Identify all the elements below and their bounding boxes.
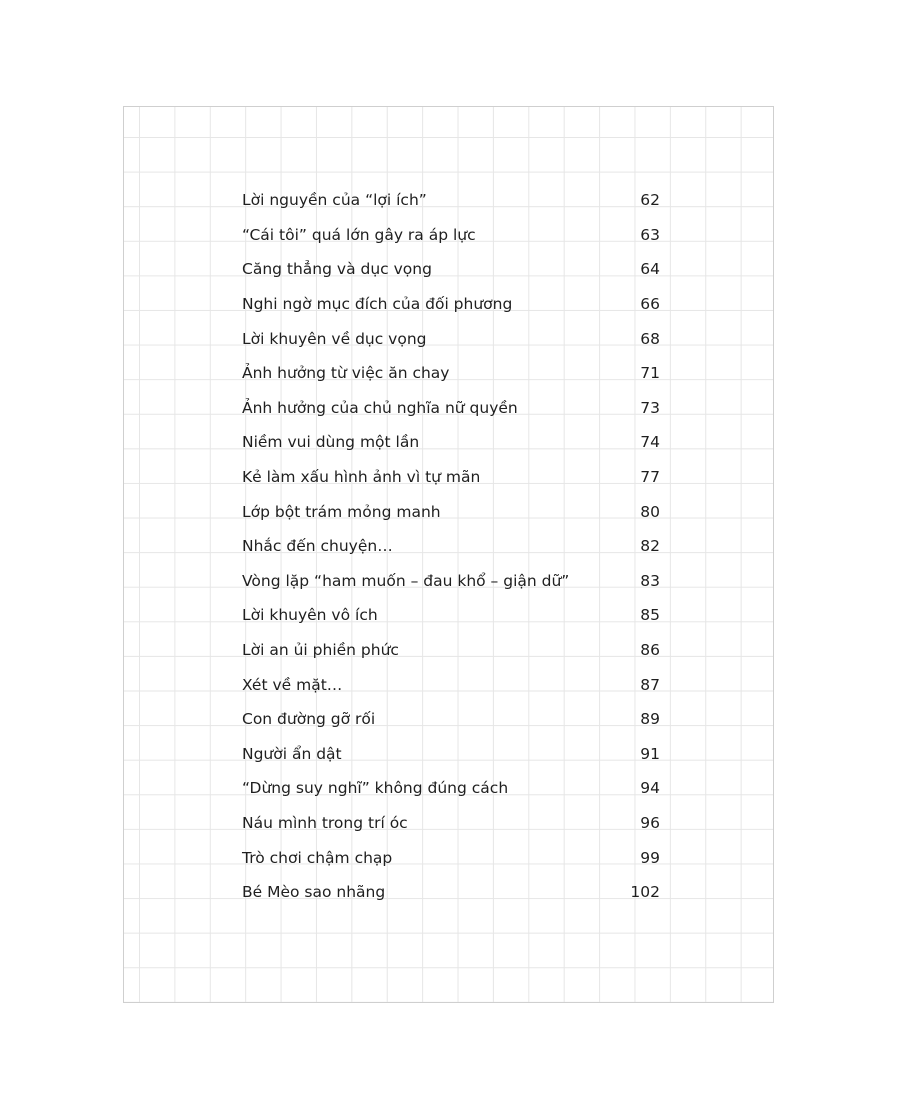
toc-entry	[242, 667, 660, 702]
toc-entry-page-number: 89	[640, 710, 660, 729]
toc-entry	[242, 425, 660, 460]
toc-entry	[242, 460, 660, 495]
toc-entry-page-number: 99	[640, 848, 660, 867]
toc-entry-title: Trò chơi chậm chạp	[242, 848, 393, 867]
toc-entry	[242, 633, 660, 668]
toc-entry-title: “Dừng suy nghĩ” không đúng cách	[242, 779, 509, 798]
document-page	[123, 106, 774, 1003]
toc-entry-title: Lớp bột trám mỏng manh	[242, 502, 441, 521]
toc-entry-page-number: 77	[640, 468, 660, 487]
toc-entry-page-number: 66	[640, 295, 660, 314]
toc-entry	[242, 183, 660, 218]
toc-entry	[242, 252, 660, 287]
toc-entry-title: Vòng lặp “ham muốn – đau khổ – giận dữ”	[242, 571, 570, 590]
toc-entry-title: Náu mình trong trí óc	[242, 813, 408, 832]
toc-entry	[242, 529, 660, 564]
toc-entry-page-number: 91	[640, 744, 660, 763]
toc-entry	[242, 356, 660, 391]
toc-entry	[242, 840, 660, 875]
toc-entry-page-number: 82	[640, 537, 660, 556]
toc-entry-page-number: 68	[640, 329, 660, 348]
toc-entry-title: Lời nguyền của “lợi ích”	[242, 191, 427, 210]
toc-entry	[242, 737, 660, 772]
toc-entry	[242, 771, 660, 806]
table-of-contents	[242, 183, 660, 909]
toc-entry-title: Ảnh hưởng từ việc ăn chay	[242, 364, 450, 383]
toc-entry-title: Lời khuyên về dục vọng	[242, 329, 427, 348]
toc-entry-title: Lời an ủi phiền phức	[242, 641, 399, 660]
toc-entry	[242, 494, 660, 529]
toc-entry-page-number: 96	[640, 813, 660, 832]
toc-entry	[242, 564, 660, 599]
toc-entry-page-number: 71	[640, 364, 660, 383]
toc-entry	[242, 598, 660, 633]
toc-entry-title: Bé Mèo sao nhãng	[242, 883, 386, 902]
toc-entry-title: Nhắc đến chuyện…	[242, 537, 393, 556]
toc-entry-page-number: 85	[640, 606, 660, 625]
toc-entry-page-number: 83	[640, 571, 660, 590]
toc-entry-title: “Cái tôi” quá lớn gây ra áp lực	[242, 225, 476, 244]
toc-entry	[242, 321, 660, 356]
toc-entry-page-number: 86	[640, 641, 660, 660]
toc-entry-page-number: 73	[640, 398, 660, 417]
toc-entry	[242, 218, 660, 253]
toc-entry-title: Lời khuyên vô ích	[242, 606, 378, 625]
toc-entry-title: Nghi ngờ mục đích của đối phương	[242, 295, 513, 314]
toc-entry	[242, 287, 660, 322]
toc-entry	[242, 702, 660, 737]
toc-entry-title: Xét về mặt…	[242, 675, 343, 694]
toc-entry-page-number: 102	[630, 883, 660, 902]
toc-entry-page-number: 74	[640, 433, 660, 452]
toc-entry	[242, 875, 660, 910]
toc-entry-page-number: 94	[640, 779, 660, 798]
toc-entry-title: Con đường gỡ rối	[242, 710, 376, 729]
toc-entry-title: Người ẩn dật	[242, 744, 342, 763]
toc-entry-title: Căng thẳng và dục vọng	[242, 260, 432, 279]
toc-entry-page-number: 62	[640, 191, 660, 210]
toc-entry-page-number: 63	[640, 225, 660, 244]
toc-entry-title: Ảnh hưởng của chủ nghĩa nữ quyền	[242, 398, 518, 417]
toc-entry-title: Niềm vui dùng một lần	[242, 433, 420, 452]
toc-entry-page-number: 80	[640, 502, 660, 521]
toc-entry-page-number: 64	[640, 260, 660, 279]
toc-entry	[242, 391, 660, 426]
toc-entry-title: Kẻ làm xấu hình ảnh vì tự mãn	[242, 468, 481, 487]
toc-entry-page-number: 87	[640, 675, 660, 694]
toc-entry	[242, 806, 660, 841]
